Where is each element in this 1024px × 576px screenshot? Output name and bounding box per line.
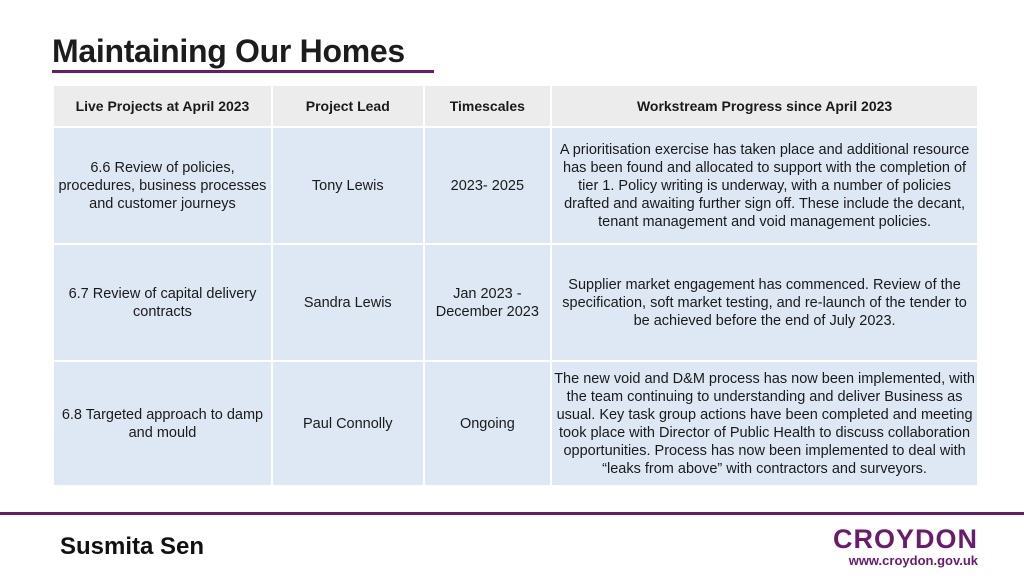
- progress-cell: Supplier market engagement has commenced. Review of the specification, soft market testing, and re-launch of the tender to be achieved before the end of July 2023.: [551, 244, 978, 361]
- timescale-cell: Ongoing: [424, 361, 552, 486]
- project-cell: 6.7 Review of capital delivery contracts: [53, 244, 272, 361]
- lead-cell: Sandra Lewis: [272, 244, 424, 361]
- header-workstream-progress: Workstream Progress since April 2023: [551, 85, 978, 127]
- project-cell: 6.6 Review of policies, procedures, business processes and customer journeys: [53, 127, 272, 244]
- logo-url: www.croydon.gov.uk: [848, 553, 978, 568]
- header-timescales: Timescales: [424, 85, 552, 127]
- table-row: [53, 244, 978, 361]
- title-underline: [52, 70, 434, 73]
- project-cell: 6.8 Targeted approach to damp and mould: [53, 361, 272, 486]
- croydon-logo: [833, 525, 978, 569]
- presenter-name: Susmita Sen: [60, 533, 205, 560]
- page-title: Maintaining Our Homes: [52, 33, 405, 69]
- header-live-projects: Live Projects at April 2023: [53, 85, 272, 127]
- progress-cell: The new void and D&M process has now been implemented, with the team continuing to understanding and deliver Business as usual. Key task group actions have been completed and meeting took place with Director of Public Health to discuss collaboration opportunities. Process has now been implemented to deal with “leaks from above” with contractors and surveyors.: [551, 361, 978, 486]
- progress-cell: A prioritisation exercise has taken place and additional resource has been found and allocated to support with the completion of tier 1. Policy writing is underway, with a number of policies drafted and awaiting further sign off. These include the decant, tenant management and void management policies.: [551, 127, 978, 244]
- lead-cell: Paul Connolly: [272, 361, 424, 486]
- header-project-lead: Project Lead: [272, 85, 424, 127]
- timescale-cell: 2023- 2025: [424, 127, 552, 244]
- table-row: [53, 127, 978, 244]
- lead-cell: Tony Lewis: [272, 127, 424, 244]
- table-row: [53, 361, 978, 486]
- table-header-row: [53, 85, 978, 127]
- projects-table: [52, 84, 979, 487]
- footer-divider: [0, 512, 1024, 515]
- logo-wordmark: CROYDON: [832, 524, 978, 554]
- timescale-cell: Jan 2023 - December 2023: [424, 244, 552, 361]
